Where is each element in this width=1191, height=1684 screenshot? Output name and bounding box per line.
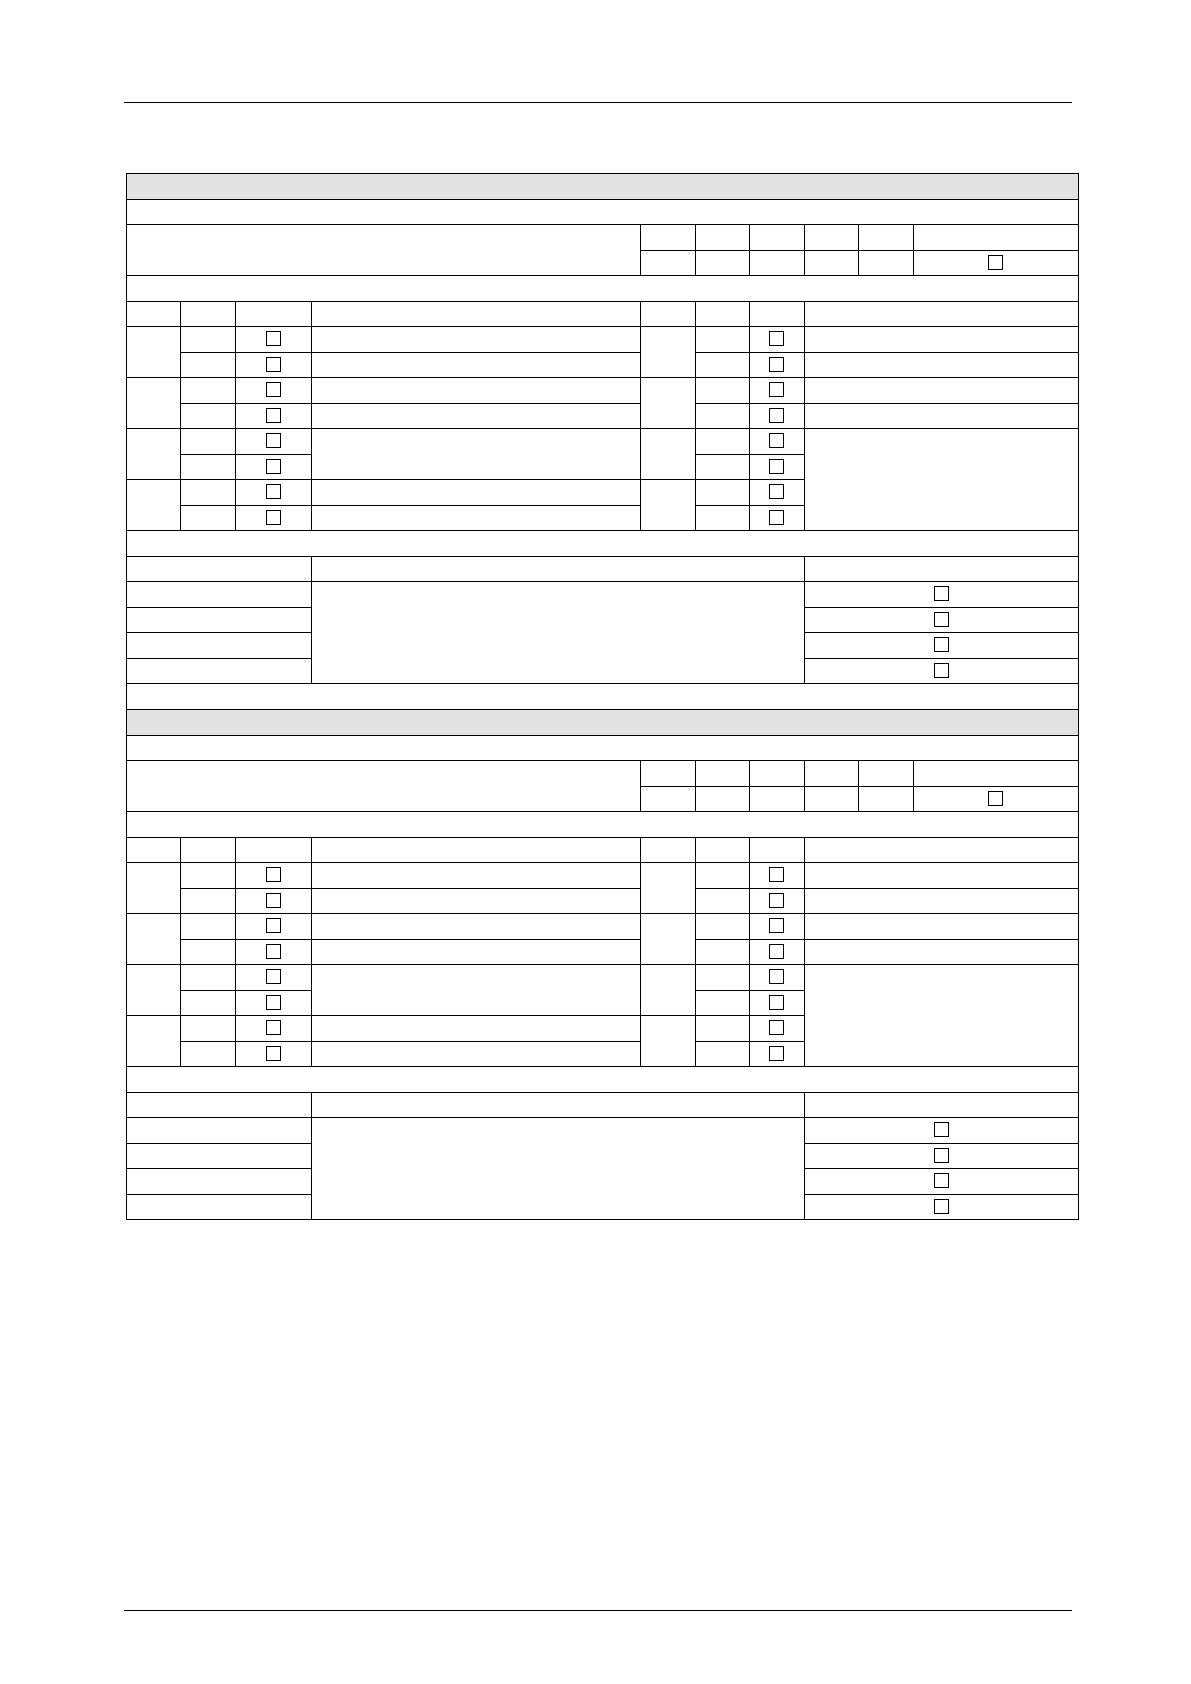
info-header-cell [749, 760, 805, 787]
summary-header-cell [311, 1092, 805, 1119]
right-option-checkbox[interactable] [769, 867, 784, 882]
info-header-cell [804, 760, 859, 787]
group-label-cell [126, 479, 181, 531]
group-code-cell [640, 479, 696, 531]
summary-label-cell [126, 1194, 312, 1221]
summary-header-cell [126, 556, 312, 583]
right-option-checkbox[interactable] [769, 433, 784, 448]
summary-label-cell [126, 658, 312, 685]
right-option-checkbox[interactable] [769, 357, 784, 372]
option-checkbox[interactable] [266, 1020, 281, 1035]
group-label-cell [126, 1015, 181, 1067]
info-header-cell [913, 760, 1079, 787]
option-checkbox[interactable] [266, 408, 281, 423]
group-code-cell [640, 1015, 696, 1067]
summary-notes-cell [311, 581, 805, 684]
info-header-cell [858, 760, 914, 787]
option-description-cell [311, 352, 641, 379]
option-code-cell [180, 862, 236, 889]
info-header-cell [640, 760, 696, 787]
option-description-cell [311, 1041, 641, 1068]
group-label-cell [126, 862, 181, 914]
summary-label-cell [126, 607, 312, 634]
right-code-cell [695, 505, 750, 532]
options-column-header [180, 301, 236, 328]
info-value-cell [640, 250, 696, 277]
info-value-cell [695, 786, 750, 813]
option-description-cell [311, 479, 641, 506]
right-description-cell [804, 913, 1079, 940]
group-code-cell [640, 428, 696, 480]
options-column-header [311, 837, 641, 864]
option-description-cell [311, 428, 641, 480]
right-option-checkbox[interactable] [769, 969, 784, 984]
option-description-cell [311, 403, 641, 430]
right-code-cell [695, 939, 750, 966]
option-description-cell [311, 1015, 641, 1042]
right-option-checkbox[interactable] [769, 918, 784, 933]
summary-checkbox[interactable] [934, 586, 949, 601]
right-code-cell [695, 913, 750, 940]
option-code-cell [180, 403, 236, 430]
right-option-checkbox[interactable] [769, 408, 784, 423]
right-option-checkbox[interactable] [769, 893, 784, 908]
options-column-header [804, 301, 1079, 328]
summary-label-cell [126, 581, 312, 608]
options-column-header [180, 837, 236, 864]
form-section-1 [126, 173, 1078, 710]
options-column-header [695, 837, 750, 864]
summary-label-cell [126, 632, 312, 659]
option-description-cell [311, 326, 641, 353]
option-checkbox[interactable] [266, 484, 281, 499]
option-checkbox[interactable] [266, 510, 281, 525]
right-description-cell [804, 352, 1079, 379]
option-code-cell [180, 990, 236, 1017]
option-checkbox[interactable] [266, 433, 281, 448]
section-subheader [126, 735, 1079, 762]
group-label-cell [126, 326, 181, 378]
options-column-header [235, 837, 312, 864]
group-label-cell [126, 964, 181, 1016]
summary-checkbox[interactable] [934, 1173, 949, 1188]
summary-header-cell [126, 1092, 312, 1119]
right-code-cell [695, 964, 750, 991]
info-header-cell [695, 760, 750, 787]
group-label-cell [126, 428, 181, 480]
options-subheader [126, 811, 1079, 838]
info-header-cell [858, 224, 914, 251]
option-description-cell [311, 862, 641, 889]
option-checkbox[interactable] [266, 944, 281, 959]
option-checkbox[interactable] [266, 331, 281, 346]
info-value-cell [804, 250, 859, 277]
options-column-header [311, 301, 641, 328]
summary-subheader [126, 530, 1079, 557]
right-option-checkbox[interactable] [769, 995, 784, 1010]
summary-notes-cell [311, 1117, 805, 1220]
group-code-cell [640, 377, 696, 429]
options-column-header [235, 301, 312, 328]
section-footer-row [126, 683, 1079, 710]
summary-header-cell [311, 556, 805, 583]
right-option-checkbox[interactable] [769, 1020, 784, 1035]
option-code-cell [180, 428, 236, 455]
summary-checkbox[interactable] [934, 1122, 949, 1137]
summary-subheader [126, 1066, 1079, 1093]
right-option-checkbox[interactable] [769, 944, 784, 959]
option-code-cell [180, 1015, 236, 1042]
option-checkbox[interactable] [266, 382, 281, 397]
option-checkbox[interactable] [266, 995, 281, 1010]
summary-header-cell [804, 556, 1079, 583]
right-option-checkbox[interactable] [769, 484, 784, 499]
summary-checkbox[interactable] [934, 612, 949, 627]
summary-checkbox[interactable] [934, 1199, 949, 1214]
info-header-cell [913, 224, 1079, 251]
option-code-cell [180, 377, 236, 404]
right-code-cell [695, 352, 750, 379]
info-value-cell [749, 250, 805, 277]
section-title-bar [126, 709, 1079, 736]
options-column-header [749, 837, 805, 864]
options-column-header [695, 301, 750, 328]
right-code-cell [695, 1015, 750, 1042]
summary-label-cell [126, 1143, 312, 1170]
option-code-cell [180, 939, 236, 966]
summary-label-cell [126, 1117, 312, 1144]
right-description-cell [804, 403, 1079, 430]
right-code-cell [695, 1041, 750, 1068]
option-description-cell [311, 888, 641, 915]
status-checkbox[interactable] [988, 791, 1003, 806]
option-code-cell [180, 964, 236, 991]
group-code-cell [640, 862, 696, 914]
option-code-cell [180, 1041, 236, 1068]
summary-label-cell [126, 1168, 312, 1195]
header-rule [124, 102, 1072, 103]
option-code-cell [180, 454, 236, 481]
option-checkbox[interactable] [266, 459, 281, 474]
options-column-header [640, 301, 696, 328]
option-checkbox[interactable] [266, 867, 281, 882]
group-code-cell [640, 326, 696, 378]
section-subheader [126, 199, 1079, 226]
option-checkbox[interactable] [266, 1046, 281, 1061]
option-code-cell [180, 888, 236, 915]
options-column-header [640, 837, 696, 864]
info-value-cell [749, 786, 805, 813]
right-option-checkbox[interactable] [769, 1046, 784, 1061]
right-code-cell [695, 326, 750, 353]
status-checkbox[interactable] [988, 255, 1003, 270]
right-remarks-cell [804, 428, 1079, 531]
right-code-cell [695, 888, 750, 915]
group-code-cell [640, 964, 696, 1016]
right-option-checkbox[interactable] [769, 382, 784, 397]
right-description-cell [804, 377, 1079, 404]
option-description-cell [311, 939, 641, 966]
group-label-cell [126, 377, 181, 429]
right-code-cell [695, 428, 750, 455]
right-code-cell [695, 403, 750, 430]
section-title-bar [126, 173, 1079, 200]
info-value-cell [695, 250, 750, 277]
right-code-cell [695, 479, 750, 506]
option-checkbox[interactable] [266, 893, 281, 908]
right-description-cell [804, 888, 1079, 915]
option-code-cell [180, 326, 236, 353]
right-code-cell [695, 377, 750, 404]
right-option-checkbox[interactable] [769, 331, 784, 346]
options-column-header [126, 301, 181, 328]
option-code-cell [180, 913, 236, 940]
info-value-cell [804, 786, 859, 813]
form-section-2 [126, 709, 1078, 1220]
summary-checkbox[interactable] [934, 1148, 949, 1163]
right-code-cell [695, 990, 750, 1017]
options-column-header [804, 837, 1079, 864]
info-name-cell [126, 224, 641, 276]
right-code-cell [695, 862, 750, 889]
right-description-cell [804, 862, 1079, 889]
footer-rule [124, 1610, 1072, 1611]
group-label-cell [126, 913, 181, 965]
right-option-checkbox[interactable] [769, 459, 784, 474]
info-header-cell [804, 224, 859, 251]
right-remarks-cell [804, 964, 1079, 1067]
info-value-cell [858, 250, 914, 277]
option-checkbox[interactable] [266, 969, 281, 984]
options-column-header [749, 301, 805, 328]
right-description-cell [804, 326, 1079, 353]
right-option-checkbox[interactable] [769, 510, 784, 525]
summary-header-cell [804, 1092, 1079, 1119]
summary-checkbox[interactable] [934, 663, 949, 678]
option-checkbox[interactable] [266, 357, 281, 372]
option-code-cell [180, 479, 236, 506]
info-header-cell [749, 224, 805, 251]
option-code-cell [180, 505, 236, 532]
right-description-cell [804, 939, 1079, 966]
group-code-cell [640, 913, 696, 965]
option-description-cell [311, 505, 641, 532]
option-description-cell [311, 964, 641, 1016]
info-name-cell [126, 760, 641, 812]
option-checkbox[interactable] [266, 918, 281, 933]
option-description-cell [311, 913, 641, 940]
option-description-cell [311, 377, 641, 404]
options-subheader [126, 275, 1079, 302]
summary-checkbox[interactable] [934, 637, 949, 652]
right-code-cell [695, 454, 750, 481]
info-header-cell [695, 224, 750, 251]
options-column-header [126, 837, 181, 864]
option-code-cell [180, 352, 236, 379]
info-header-cell [640, 224, 696, 251]
info-value-cell [858, 786, 914, 813]
info-value-cell [640, 786, 696, 813]
